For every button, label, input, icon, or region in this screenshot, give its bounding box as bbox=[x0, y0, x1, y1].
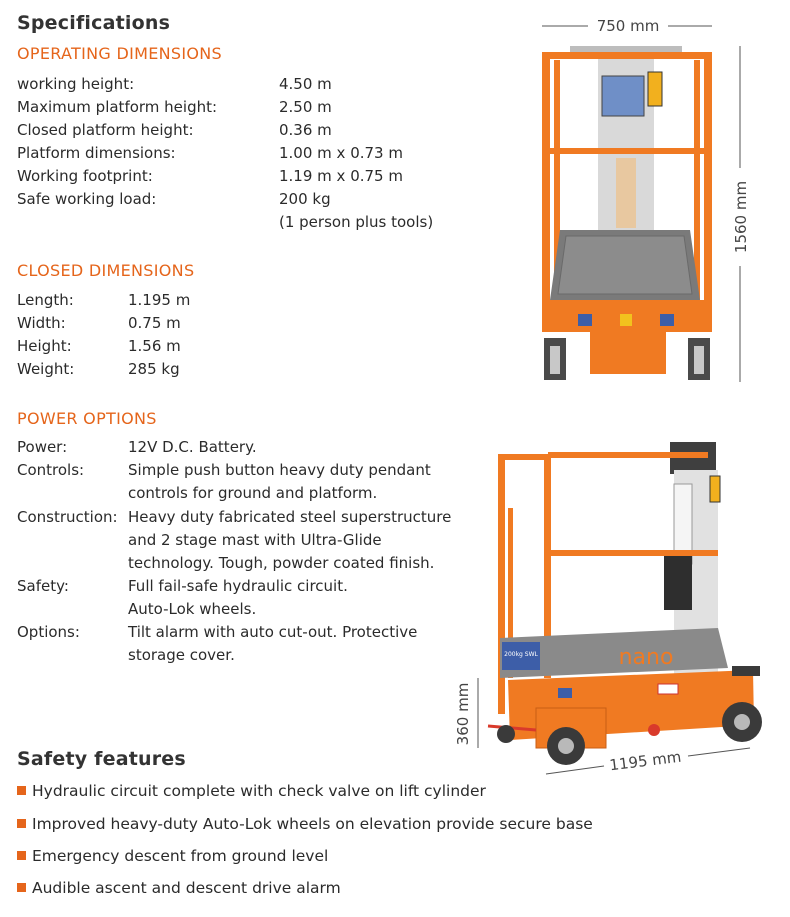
bullet-square-icon bbox=[17, 851, 26, 860]
spec-label: working height: bbox=[17, 75, 135, 93]
machine-front-illustration bbox=[542, 46, 712, 380]
height-dimension bbox=[732, 46, 750, 382]
list-item bbox=[17, 847, 328, 865]
spec-value bbox=[128, 575, 473, 621]
spec-value-line: technology. Tough, powder coated finish. bbox=[128, 554, 435, 572]
spec-label: Safe working load: bbox=[17, 190, 157, 208]
spec-value: 1.56 m bbox=[128, 337, 181, 355]
spec-value bbox=[128, 506, 473, 575]
bullet-square-icon bbox=[17, 819, 26, 828]
list-item bbox=[17, 815, 593, 833]
spec-label: Controls: bbox=[17, 461, 85, 479]
spec-label: Closed platform height: bbox=[17, 121, 194, 139]
spec-label: Width: bbox=[17, 314, 66, 332]
spec-value: (1 person plus tools) bbox=[279, 213, 434, 231]
spec-label: Height: bbox=[17, 337, 72, 355]
spec-label: Safety: bbox=[17, 577, 69, 595]
load-plate-label: 200kg SWL bbox=[504, 651, 538, 658]
spec-value: 2.50 m bbox=[279, 98, 332, 116]
spec-value: 0.36 m bbox=[279, 121, 332, 139]
spec-label: Platform dimensions: bbox=[17, 144, 176, 162]
spec-value-line: Tilt alarm with auto cut-out. Protective bbox=[128, 623, 418, 641]
spec-label: Maximum platform height: bbox=[17, 98, 218, 116]
side-view-figure bbox=[448, 430, 788, 780]
spec-value-line: Full fail-safe hydraulic circuit. bbox=[128, 577, 348, 595]
spec-value-line: 12V D.C. Battery. bbox=[128, 438, 257, 456]
spec-value-line: storage cover. bbox=[128, 646, 235, 664]
spec-label: Working footprint: bbox=[17, 167, 153, 185]
spec-value: 200 kg bbox=[279, 190, 331, 208]
spec-label: Construction: bbox=[17, 508, 118, 526]
operating-dimensions-heading: OPERATING DIMENSIONS bbox=[17, 44, 222, 63]
spec-value: 1.19 m x 0.75 m bbox=[279, 167, 403, 185]
height-dimension-label: 1560 mm bbox=[732, 180, 750, 254]
spec-value: 285 kg bbox=[128, 360, 180, 378]
list-item bbox=[17, 879, 341, 897]
safety-features-heading: Safety features bbox=[17, 748, 186, 770]
list-item-text: Emergency descent from ground level bbox=[32, 847, 329, 865]
page-title: Specifications bbox=[17, 12, 171, 34]
bullet-square-icon bbox=[17, 786, 26, 795]
list-item-text: Improved heavy-duty Auto-Lok wheels on elevation provide secure base bbox=[32, 815, 593, 833]
closed-dimensions-heading: CLOSED DIMENSIONS bbox=[17, 261, 195, 280]
spec-label: Power: bbox=[17, 438, 68, 456]
front-view-figure bbox=[520, 8, 790, 388]
spec-value-line: Simple push button heavy duty pendant bbox=[128, 461, 431, 479]
spec-value-line: and 2 stage mast with Ultra-Glide bbox=[128, 531, 382, 549]
spec-value bbox=[128, 621, 473, 667]
height-dimension bbox=[454, 678, 478, 748]
spec-value bbox=[128, 436, 473, 459]
width-dimension-label: 750 mm bbox=[596, 17, 660, 35]
list-item-text: Hydraulic circuit complete with check valve on lift cylinder bbox=[32, 782, 486, 800]
spec-value: 1.00 m x 0.73 m bbox=[279, 144, 403, 162]
spec-value: 1.195 m bbox=[128, 291, 191, 309]
power-options-heading: POWER OPTIONS bbox=[17, 409, 157, 428]
bullet-square-icon bbox=[17, 883, 26, 892]
machine-side-illustration bbox=[488, 442, 762, 765]
width-dimension bbox=[542, 17, 712, 35]
spec-value-line: Heavy duty fabricated steel superstructure bbox=[128, 508, 452, 526]
spec-value-line: Auto-Lok wheels. bbox=[128, 600, 257, 618]
length-dimension-label: 1195 mm bbox=[608, 747, 683, 775]
spec-value: 0.75 m bbox=[128, 314, 181, 332]
spec-value bbox=[128, 459, 473, 505]
spec-value: 4.50 m bbox=[279, 75, 332, 93]
spec-label: Length: bbox=[17, 291, 74, 309]
spec-label: Weight: bbox=[17, 360, 75, 378]
list-item-text: Audible ascent and descent drive alarm bbox=[32, 879, 341, 897]
spec-value-line: controls for ground and platform. bbox=[128, 484, 378, 502]
spec-label: Options: bbox=[17, 623, 80, 641]
brand-logo: nano bbox=[618, 645, 674, 670]
height-dimension-label: 360 mm bbox=[454, 682, 472, 746]
list-item bbox=[17, 782, 486, 800]
